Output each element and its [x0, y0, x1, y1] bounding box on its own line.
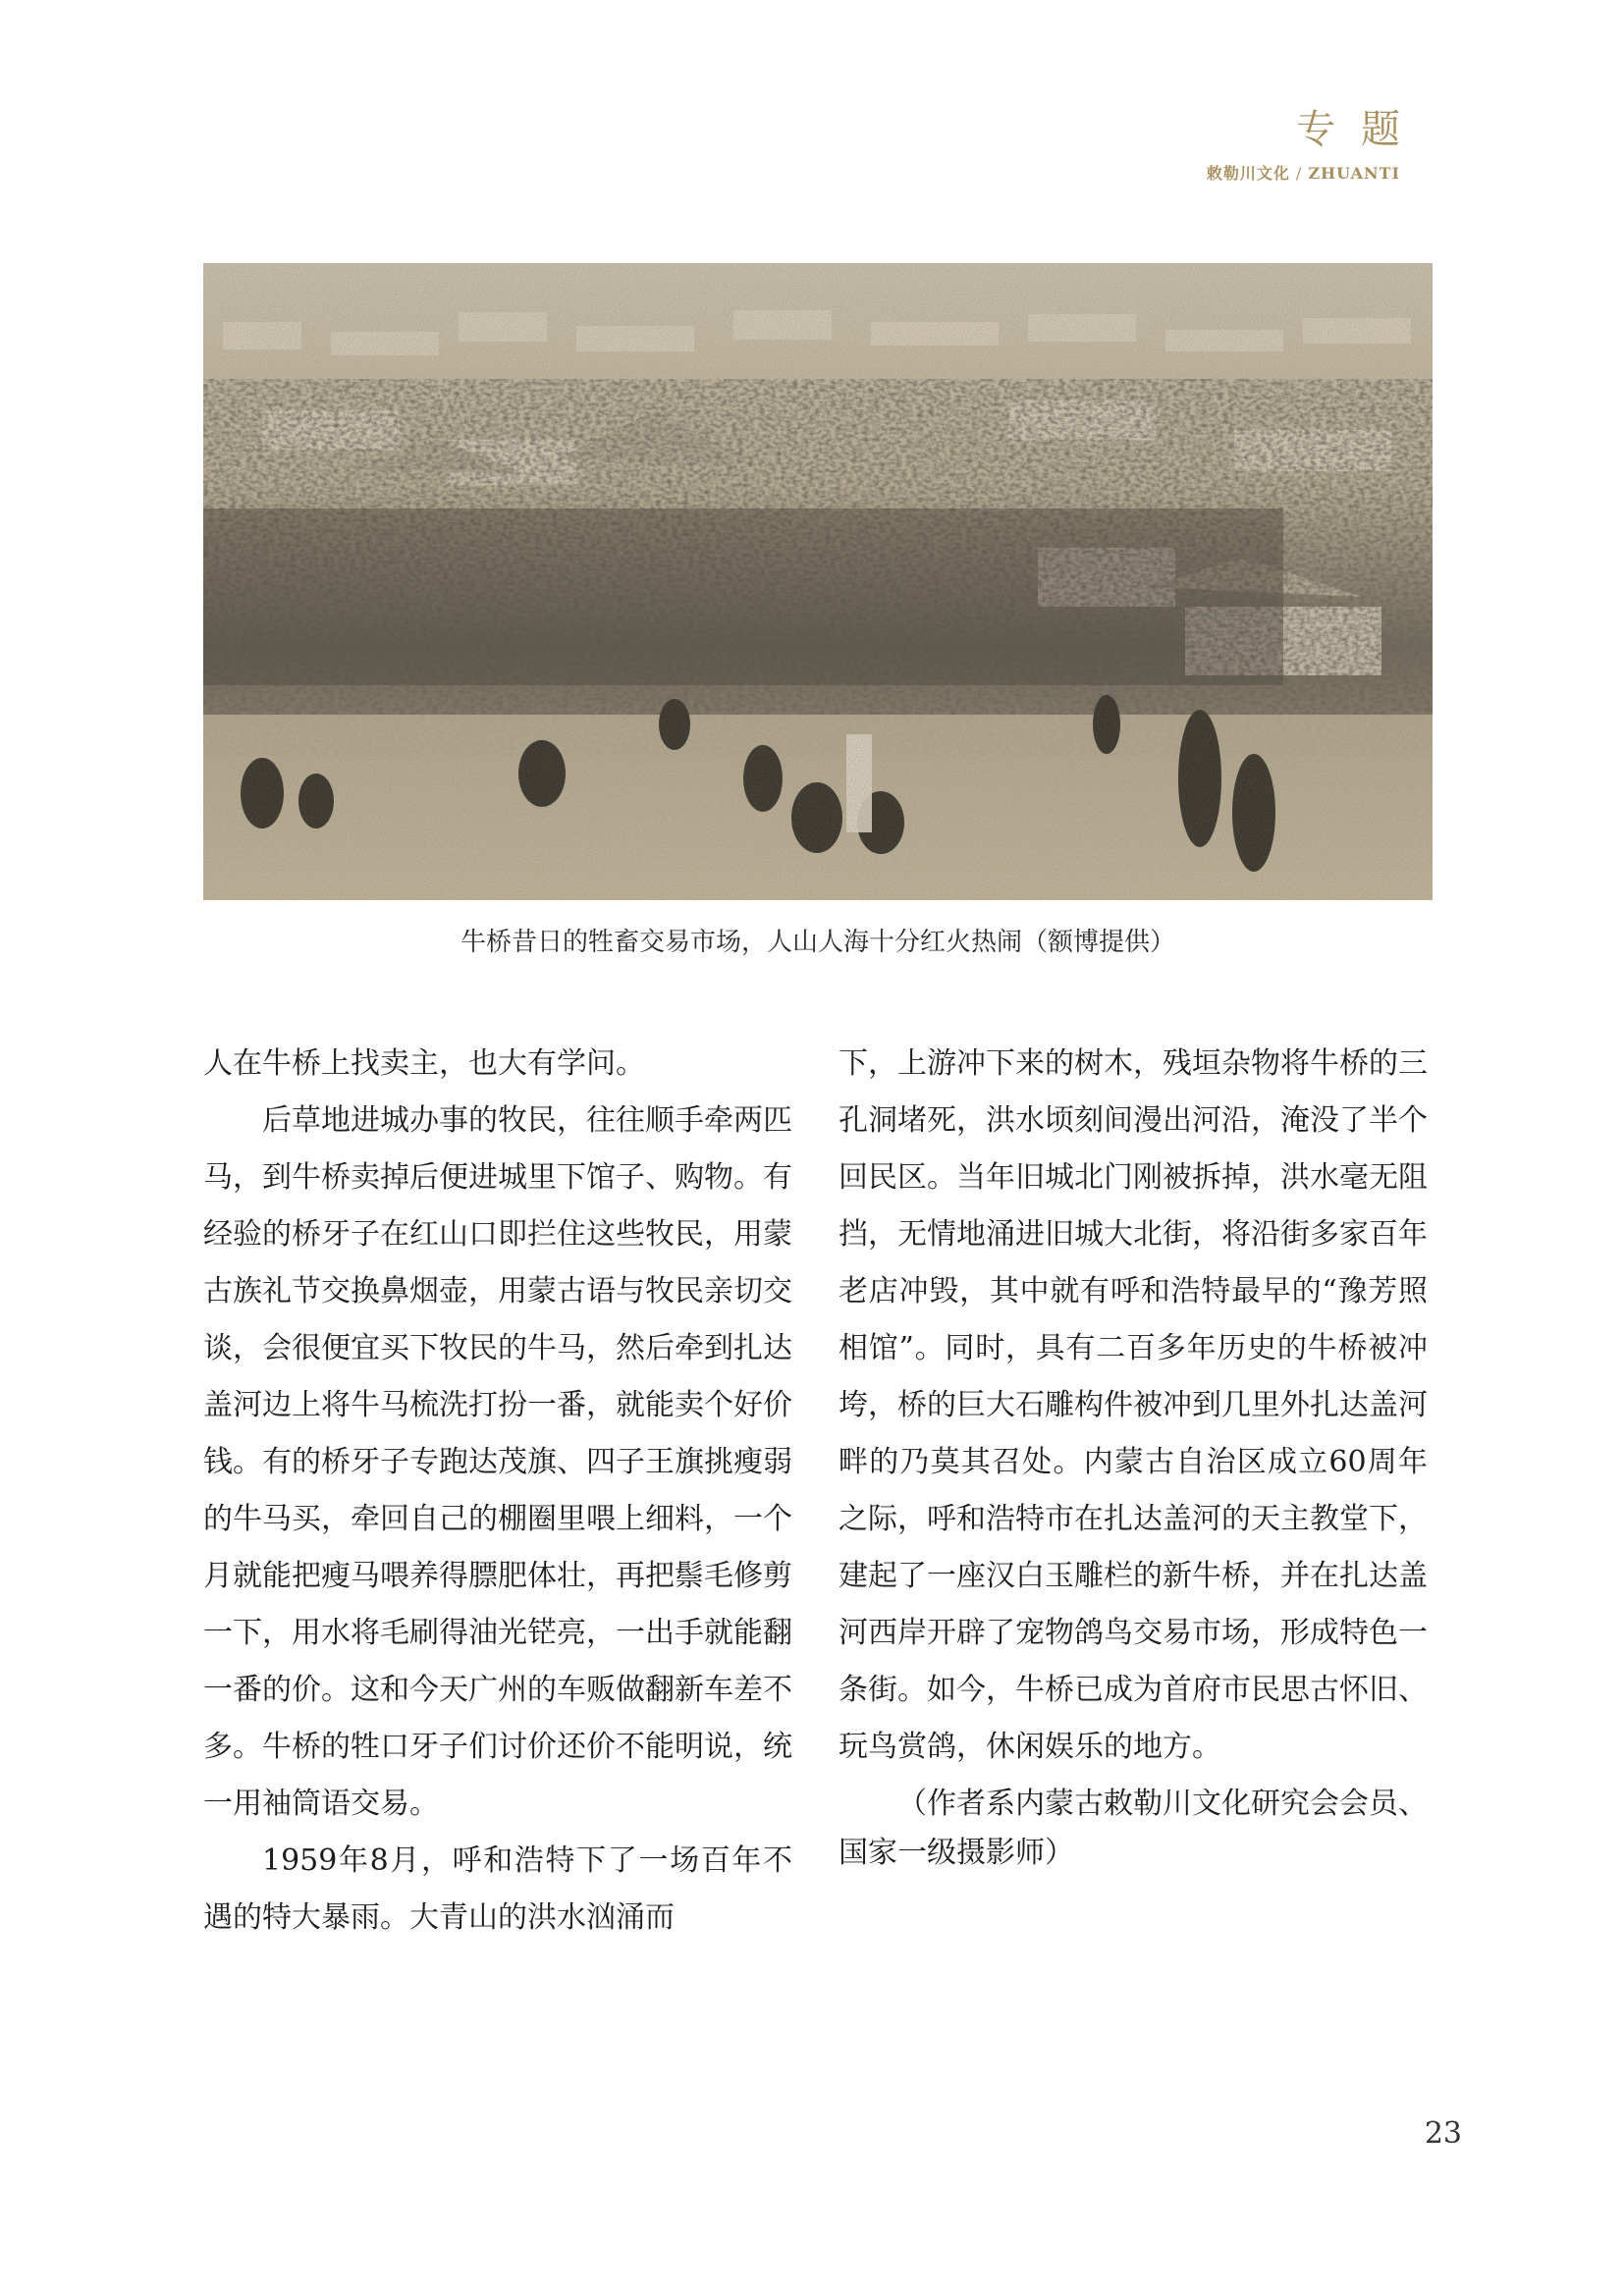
paragraph: 后草地进城办事的牧民，往往顺手牵两匹马，到牛桥卖掉后便进城里下馆子、购物。有经验的桥牙子在红山口即拦住这些牧民，用蒙古族礼节交换鼻烟壶，用蒙古语与牧民亲切交谈，会很便宜买下牧民的牛马，然后牵到扎达盖河边上将牛马梳洗打扮一番，就能卖个好价钱。有的桥牙子专跑达茂旗、四子王旗挑瘦弱的牛马买，牵回自己的棚圈里喂上细料，一个月就能把瘦马喂养得膘肥体壮，再把鬃毛修剪一下，用水将毛刷得油光铓亮，一出手就能翻一番的价。这和今天广州的车贩做翻新车差不多。牛桥的牲口牙子们讨价还价不能明说，统一用袖筒语交易。 [203, 1103, 792, 1821]
article-column-right [839, 1036, 1428, 1878]
paragraph: 下，上游冲下来的树木，残垣杂物将牛桥的三孔洞堵死，洪水顷刻间漫出河沿，淹没了半个回民区。当年旧城北门刚被拆掉，洪水毫无阻挡，无情地涌进旧城大北街，将沿街多家百年老店冲毁，其中就有呼和浩特最早的“豫芳照相馆”。同时，具有二百多年历史的牛桥被冲垮，桥的巨大石雕构件被冲到几里外扎达盖河畔的乃莫其召处。内蒙古自治区成立60周年之际，呼和浩特市在扎达盖河的天主教堂下，建起了一座汉白玉雕栏的新牛桥，并在扎达盖河西岸开辟了宠物鸽鸟交易市场，形成特色一条街。如今，牛桥已成为首府市民思古怀旧、玩鸟赏鸽，休闲娱乐的地方。 [839, 1046, 1428, 1764]
article-column-left [203, 1036, 792, 1947]
section-header [1206, 107, 1426, 184]
paragraph: 人在牛桥上找卖主，也大有学问。 [203, 1046, 645, 1081]
section-subtitle [1207, 161, 1400, 184]
section-subtitle-separator: / [1295, 164, 1303, 183]
page-number: 23 [1424, 2116, 1462, 2151]
paragraph: 1959年8月，呼和浩特下了一场百年不遇的特大暴雨。大青山的洪水汹涌而 [203, 1843, 792, 1935]
section-subtitle-cn: 敕勒川文化 [1206, 164, 1290, 183]
historical-market-photo [203, 263, 1433, 900]
author-note: （作者系内蒙古敕勒川文化研究会会员、国家一级摄影师） [839, 1787, 1428, 1870]
photo-caption: 牛桥昔日的牲畜交易市场，人山人海十分红火热闹（额博提供） [460, 928, 1175, 957]
section-title: 专题 [1296, 107, 1426, 152]
section-subtitle-en: ZHUANTI [1308, 164, 1400, 183]
